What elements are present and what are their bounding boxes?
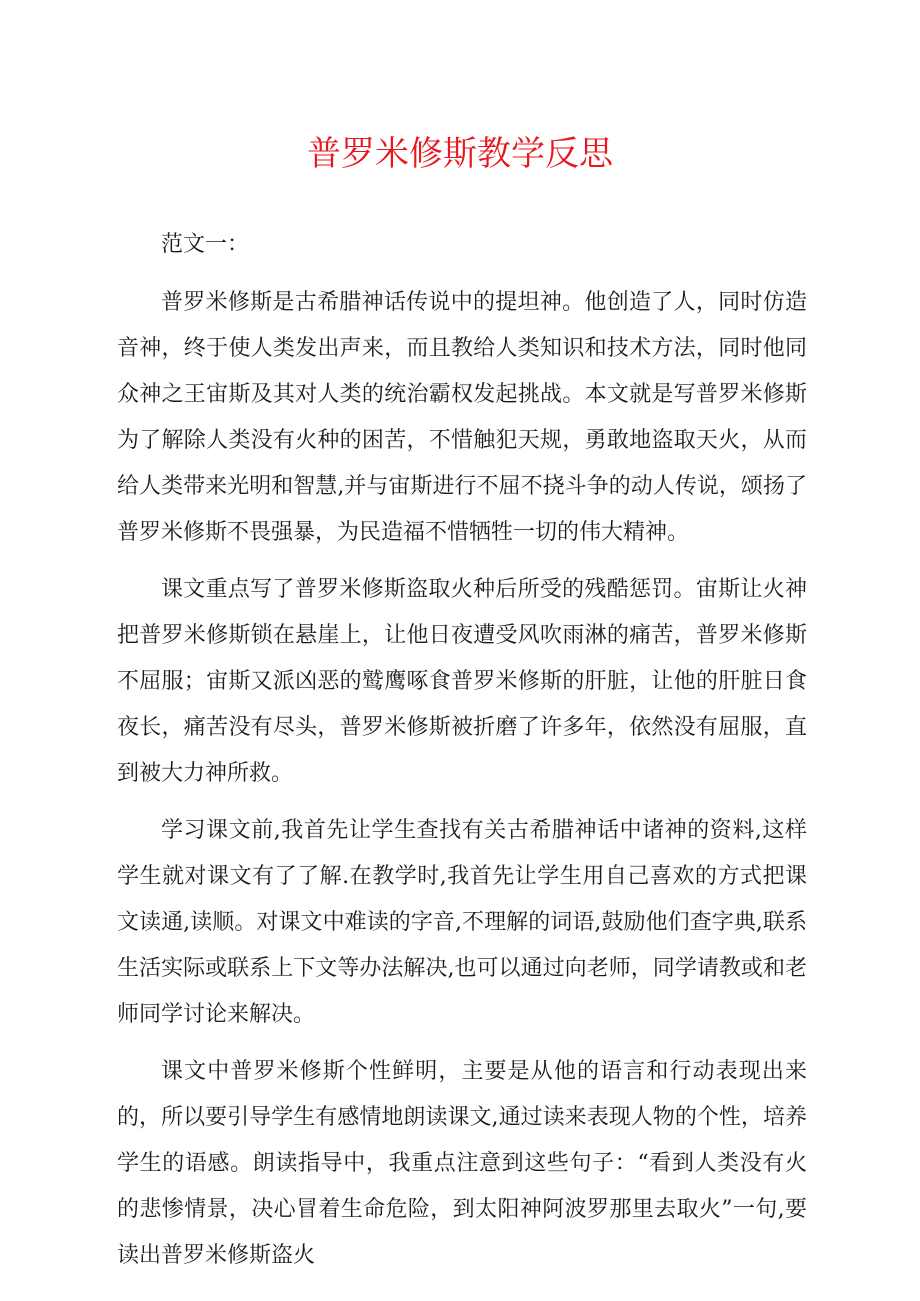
paragraph-3: 学习课文前,我首先让学生查找有关古希腊神话中诸神的资料,这样学生就对课文有了了解.在教学时,我首先让学生用自己喜欢的方式把课文读通,读顺。对课文中难读的字音,不理解的词语,鼓励他们查字典,联系生活实际或联系上下文等办法解决,也可以通过向老师，同学请教或和老师同学讨论来解决。: [117, 818, 807, 1027]
section-label: 范文一：: [161, 232, 250, 257]
document-body: [117, 222, 807, 1279]
paragraph-4: 课文中普罗米修斯个性鲜明，主要是从他的语言和行动表现出来的，所以要引导学生有感情地朗读课文,通过读来表现人物的个性，培养学生的语感。朗读指导中，我重点注意到这些句子：“看到人类没有火的悲惨情景，决心冒着生命危险，到太阳神阿波罗那里去取火”一句,要读出普罗米修斯盗火: [117, 1059, 807, 1268]
paragraph-2: 课文重点写了普罗米修斯盗取火种后所受的残酷惩罚。宙斯让火神把普罗米修斯锁在悬崖上，让他日夜遭受风吹雨淋的痛苦，普罗米修斯不屈服；宙斯又派凶恶的鹫鹰啄食普罗米修斯的肝脏，让他的肝脏日食夜长，痛苦没有尽头，普罗米修斯被折磨了许多年，依然没有屈服，直到被大力神所救。: [117, 577, 807, 786]
page-title: 普罗米修斯教学反思: [307, 134, 613, 174]
paragraph-1: 普罗米修斯是古希腊神话传说中的提坦神。他创造了人，同时仿造音神，终于使人类发出声来，而且教给人类知识和技术方法，同时他同众神之王宙斯及其对人类的统治霸权发起挑战。本文就是写普罗米修斯为了解除人类没有火种的困苦，不惜触犯天规，勇敢地盗取天火，从而给人类带来光明和智慧,并与宙斯进行不屈不挠斗争的动人传说，颂扬了普罗米修斯不畏强暴，为民造福不惜牺牲一切的伟大精神。: [117, 290, 807, 545]
